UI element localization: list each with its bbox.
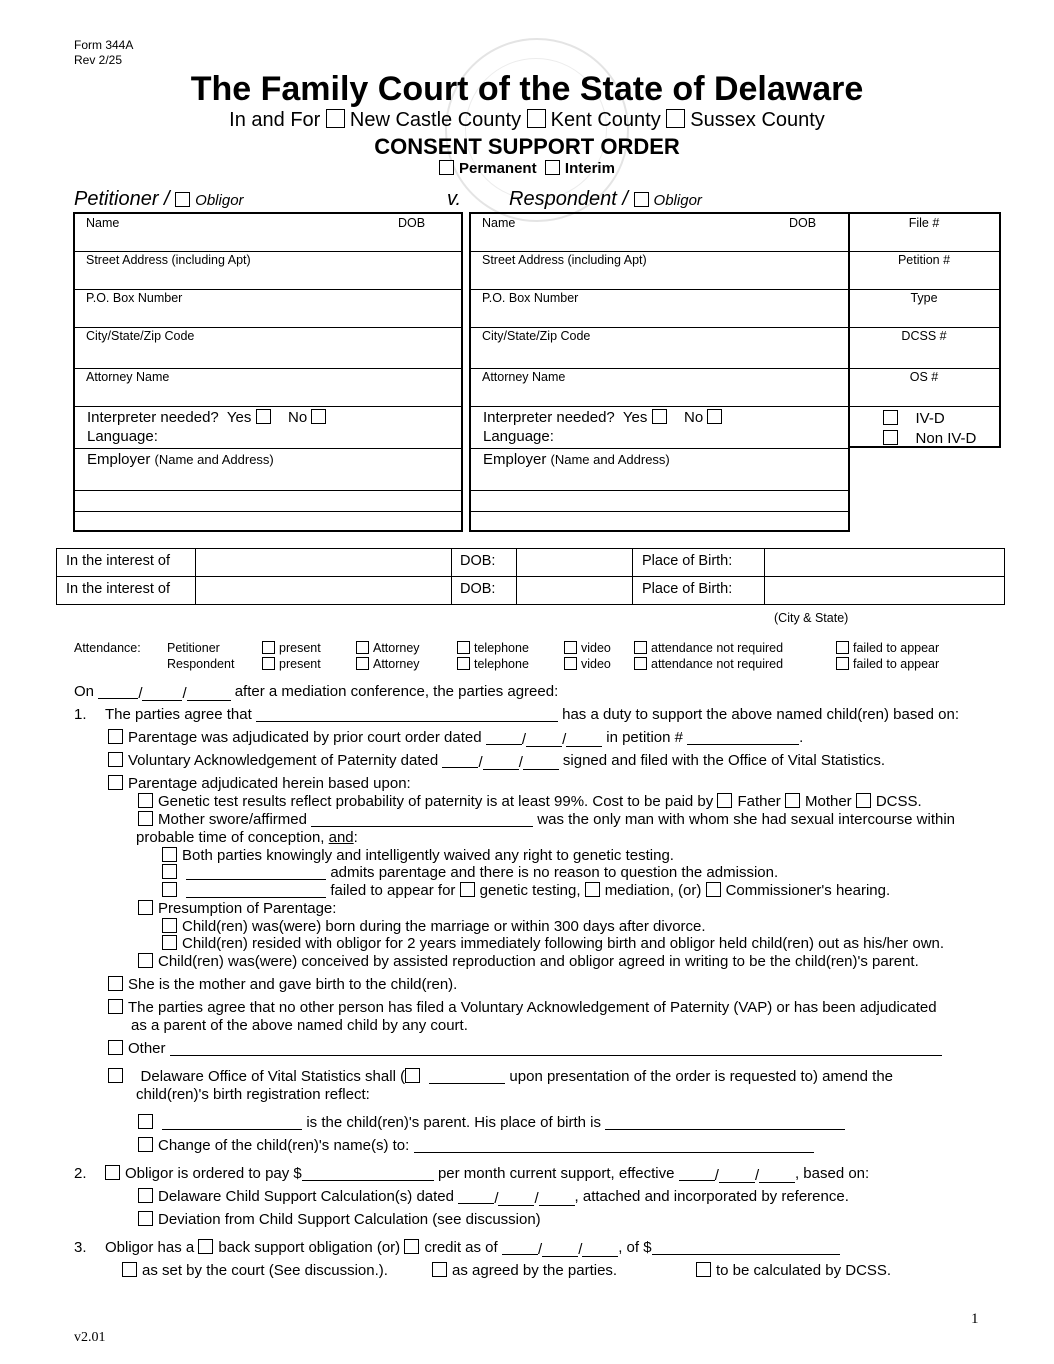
back-support-checkbox[interactable] [198,1239,213,1254]
option-admits-parentage [162,864,778,882]
language-label: Language: [87,428,158,445]
option-prior-order [108,729,803,747]
admits-parentage-checkbox[interactable] [162,864,177,879]
attendance-checkbox[interactable] [836,657,849,670]
file-number-field[interactable] [849,214,999,252]
option-mother-swore [138,811,955,829]
attendance-option-label: video [581,657,611,671]
petitioner-name-field[interactable] [75,214,461,252]
text: and [328,829,354,846]
petitioner-street-field[interactable] [75,251,461,290]
attendance-option [356,657,420,671]
set-by-court-checkbox[interactable] [122,1262,137,1277]
text: upon presentation of the order is requested to) amend the [509,1068,894,1085]
option-calculation [138,1188,849,1206]
text: was the only man with whom she had sexual intercourse within [537,811,956,828]
born-marriage-checkbox[interactable] [162,918,177,933]
attendance-option-label: telephone [474,641,529,655]
attendance-checkbox[interactable] [634,657,647,670]
text: Delaware Child Support Calculation(s) dated [158,1188,454,1205]
obligor-name-field[interactable] [256,707,558,722]
attendance-checkbox[interactable] [457,641,470,654]
text: Mother swore/affirmed [158,811,307,828]
on-label: On [74,683,95,700]
text: , attached and incorporated by reference. [574,1188,849,1205]
text: Delaware Office of Vital Statistics shall ( [140,1068,406,1085]
text: as agreed by the parties. [452,1262,618,1279]
agreed-checkbox[interactable] [432,1262,447,1277]
section-2-line [105,1165,869,1183]
respondent-label: Respondent / [509,188,628,210]
page-title: The Family Court of the State of Delaware [190,70,864,108]
attendance-checkbox[interactable] [564,657,577,670]
respondent-employer-field[interactable] [471,448,848,491]
file-info-box [848,212,1001,448]
interpreter-no-checkbox[interactable] [311,409,326,424]
no-other-vap-cont: as a parent of the above named child by any court. [131,1017,468,1034]
set-by-court-option [122,1262,388,1280]
attendance-option [836,657,939,671]
respondent-info-box [469,212,850,532]
ivd-checkbox[interactable] [883,410,898,425]
dcss-label: DCSS # [901,329,947,343]
type-label: Type [910,291,938,305]
version-label: v2.01 [74,1330,106,1345]
attendance-option-label: attendance not required [651,641,784,655]
calculation-checkbox[interactable] [138,1188,153,1203]
interpreter-no-checkbox[interactable] [707,409,722,424]
section-3-number: 3. [74,1239,87,1256]
employer-note: (Name and Address) [550,452,670,467]
attendance-option [634,641,783,655]
interest-label: In the interest of [66,553,170,569]
waived-testing-checkbox[interactable] [162,847,177,862]
dob-label: DOB [398,216,426,230]
os-number-field[interactable] [849,368,999,407]
text: Genetic test results reflect probability of paternity is at least 99%. Cost to be paid by [158,793,714,810]
dcss-calc-option [696,1262,891,1280]
attendance-role-petitioner: Petitioner [167,641,220,655]
vap-checkbox[interactable] [108,752,123,767]
kent-label: Kent County [550,109,661,131]
versus-label: v. [447,188,462,210]
calculation-date-field[interactable] [458,1188,574,1206]
attendance-option [262,657,321,671]
respondent-po-field[interactable] [471,289,848,328]
text: Presumption of Parentage: [158,900,337,917]
text: Obligor has a [105,1239,195,1256]
order-title: CONSENT SUPPORT ORDER [374,134,680,159]
new-name-field[interactable] [414,1138,814,1153]
permanent-checkbox[interactable] [439,160,454,175]
presumption-checkbox[interactable] [138,900,153,915]
type-field[interactable] [849,289,999,328]
text: Voluntary Acknowledgement of Paternity dated [128,752,439,769]
child-row [57,549,1004,577]
text: Obligor is ordered to pay $ [125,1165,302,1182]
text: as set by the court (See discussion.). [142,1262,388,1279]
text: failed to appear for [330,882,456,899]
parent-checkbox[interactable] [138,1114,153,1129]
page-number: 1 [971,1311,979,1327]
attendance-option [836,641,939,655]
attendance-label: Attendance: [74,641,141,655]
mediation-line [74,683,558,701]
street-label: Street Address (including Apt) [482,253,647,267]
obligor-label: Obligor [653,192,702,209]
deviation-checkbox[interactable] [138,1211,153,1226]
resided-checkbox[interactable] [162,935,177,950]
mediation-text: after a mediation conference, the parties agreed: [234,683,559,700]
option-parent [138,1114,845,1132]
attendance-role-respondent: Respondent [167,657,235,671]
name-change-checkbox[interactable] [138,1137,153,1152]
genetic-testing-checkbox[interactable] [460,882,475,897]
order-type [0,160,1054,177]
name-label: Name [86,216,120,230]
attorney-label: Attorney Name [86,370,170,384]
attendance-option-label: telephone [474,657,529,671]
option-name-change [138,1137,814,1155]
text: Parentage adjudicated herein based upon: [128,775,411,792]
pob-label: Place of Birth: [642,553,733,569]
respondent-employer-line[interactable] [471,490,848,512]
text: : [353,829,358,846]
section-1-number: 1. [74,706,87,723]
petitioner-interpreter-field [75,406,461,449]
kent-checkbox[interactable] [527,109,546,128]
petitioner-obligor-checkbox[interactable] [175,192,190,207]
attendance-option-label: present [279,657,321,671]
support-amount-field[interactable] [302,1166,434,1181]
as-of-date-field[interactable] [502,1239,618,1257]
prior-order-date-field[interactable] [486,729,602,747]
text: DCSS. [875,793,922,810]
option-resided [162,935,944,953]
adjudicated-herein-checkbox[interactable] [108,775,123,790]
city-label: City/State/Zip Code [482,329,591,343]
option-genetic-test [138,793,922,811]
mediation-checkbox[interactable] [585,882,600,897]
interpreter-label: Interpreter needed? [483,409,615,426]
attendance-option [634,657,783,671]
attendance-checkbox[interactable] [356,657,369,670]
petitioner-info-box [73,212,463,532]
employer-label: Employer [87,451,151,468]
mediation-date-field[interactable] [98,683,230,701]
option-deviation [138,1211,541,1229]
credit-checkbox[interactable] [404,1239,419,1254]
respondent-name-field[interactable] [471,214,848,252]
language-label: Language: [483,428,554,445]
respondent-street-field[interactable] [471,251,848,290]
option-assisted-reproduction [138,953,919,971]
option-adjudicated-herein [108,775,411,793]
os-label: OS # [909,370,939,384]
non-ivd-checkbox[interactable] [883,430,898,445]
text: Commissioner's hearing. [725,882,891,899]
option-vap [108,752,885,770]
petitioner-label: Petitioner / [74,188,170,210]
conception-line [136,829,358,847]
county-selector [0,109,1054,132]
option-no-other-vap [108,999,937,1017]
attendance-option [356,641,420,655]
street-label: Street Address (including Apt) [86,253,251,267]
interim-checkbox[interactable] [545,160,560,175]
vital-statistics-checkbox[interactable] [108,1068,123,1083]
petitioner-heading [74,188,244,211]
pob-label: Place of Birth: [642,581,733,597]
child-dob-label: DOB: [460,553,496,569]
children-table [56,548,1005,605]
text: The parties agree that no other person has filed a Voluntary Acknowledgement of Paternity (VAP) or has been adjudicated [128,999,937,1016]
no-other-vap-checkbox[interactable] [108,999,123,1014]
text: credit as of [424,1239,498,1256]
dcss-calc-checkbox[interactable] [696,1262,711,1277]
commissioner-hearing-checkbox[interactable] [706,882,721,897]
attendance-option-label: failed to appear [853,657,940,671]
ordered-to-pay-checkbox[interactable] [105,1165,120,1180]
dcss-number-field[interactable] [849,327,999,369]
interpreter-yes-checkbox[interactable] [256,409,271,424]
attendance-option-label: Attorney [373,657,420,671]
text: She is the mother and gave birth to the child(ren). [128,976,458,993]
city-label: City/State/Zip Code [86,329,195,343]
option-failed-to-appear [162,882,890,900]
dob-label: DOB [789,216,817,230]
text: Both parties knowingly and intelligently waived any right to genetic testing. [182,847,674,864]
form-revision: Rev 2/25 [74,53,123,67]
attendance-checkbox[interactable] [262,641,275,654]
text: probable time of conception, [136,829,325,846]
attendance-option [564,641,611,655]
failed-to-appear-checkbox[interactable] [162,882,177,897]
in-and-for-label: In and For [229,109,321,131]
yes-label: Yes [622,409,648,426]
section-1-line [105,706,959,724]
text: per month current support, effective [437,1165,675,1182]
text: admits parentage and there is no reason to question the admission. [330,864,779,881]
form-number: Form 344A [74,38,134,52]
prior-order-checkbox[interactable] [108,729,123,744]
effective-date-field[interactable] [679,1165,795,1183]
child-dob-label: DOB: [460,581,496,597]
obligor-label: Obligor [195,192,244,209]
respondent-city-field[interactable] [471,327,848,369]
text: Mother [804,793,852,810]
employer-note: (Name and Address) [154,452,274,467]
vital-statistics-cont: child(ren)'s birth registration reflect: [136,1086,370,1103]
agreed-option [432,1262,617,1280]
attorney-label: Attorney Name [482,370,566,384]
vap-date-field[interactable] [442,752,558,770]
attendance-checkbox[interactable] [262,657,275,670]
text: has a duty to support the above named child(ren) based on: [562,706,960,723]
permanent-label: Permanent [459,160,537,177]
petition-number-field[interactable] [849,251,999,290]
text: mediation, (or) [604,882,702,899]
option-waived-testing [162,847,674,865]
section-3-line [105,1239,840,1257]
option-mother-birth [108,976,457,994]
attendance-checkbox[interactable] [457,657,470,670]
ivd-options [883,409,976,449]
petition-number-input[interactable] [687,730,799,745]
text: . [799,729,804,746]
text: Child(ren) was(were) conceived by assisted reproduction and obligor agreed in writing to be the child(ren)'s parent. [158,953,919,970]
attendance-option-label: Attorney [373,641,420,655]
mother-checkbox[interactable] [785,793,800,808]
text: Deviation from Child Support Calculation (see discussion) [158,1211,541,1228]
text: The parties agree that [105,706,252,723]
yes-label: Yes [226,409,252,426]
text: Child(ren) was(were) born during the marriage or within 300 days after divorce. [182,918,706,935]
text: is the child(ren)'s parent. His place of birth is [306,1114,601,1131]
section-2-number: 2. [74,1165,87,1182]
new-castle-label: New Castle County [349,109,522,131]
parent-name-field[interactable] [162,1115,302,1130]
interpreter-label: Interpreter needed? [87,409,219,426]
named-man-field[interactable] [311,812,533,827]
assisted-reproduction-checkbox[interactable] [138,953,153,968]
attendance-option-label: present [279,641,321,655]
text: back support obligation (or) [218,1239,401,1256]
text: Parentage was adjudicated by prior court order dated [128,729,482,746]
attendance-checkbox[interactable] [634,641,647,654]
po-label: P.O. Box Number [86,291,183,305]
city-state-note: (City & State) [774,611,849,625]
attendance-option [457,641,529,655]
respondent-interpreter-field [471,406,848,449]
requester-field[interactable] [429,1069,505,1084]
admits-name-field[interactable] [186,865,326,880]
back-support-amount-field[interactable] [652,1240,840,1255]
attendance-option [564,657,611,671]
father-checkbox[interactable] [717,793,732,808]
genetic-test-checkbox[interactable] [138,793,153,808]
text: Other [128,1040,166,1057]
text: , of $ [618,1239,652,1256]
attendance-option-label: video [581,641,611,655]
ivd-label: IV-D [915,410,945,427]
sussex-label: Sussex County [690,109,825,131]
petitioner-city-field[interactable] [75,327,461,369]
text: to be calculated by DCSS. [716,1262,892,1279]
interim-label: Interim [564,160,615,177]
sussex-checkbox[interactable] [666,109,685,128]
interpreter-yes-checkbox[interactable] [652,409,667,424]
text: genetic testing, [479,882,581,899]
non-ivd-label: Non IV-D [915,430,977,447]
text: in petition # [606,729,683,746]
dcss-checkbox[interactable] [856,793,871,808]
option-presumption [138,900,336,918]
attendance-option [457,657,529,671]
text: Father [737,793,781,810]
attendance-checkbox[interactable] [564,641,577,654]
attendance-option-label: failed to appear [853,641,940,655]
new-castle-checkbox[interactable] [326,109,345,128]
respondent-attorney-field[interactable] [471,368,848,407]
attendance-checkbox[interactable] [356,641,369,654]
attendance-option-label: attendance not required [651,657,784,671]
text: Child(ren) resided with obligor for 2 years immediately following birth and obligor held child(ren) out as his/her own. [182,935,945,952]
text: signed and filed with the Office of Vital Statistics. [562,752,886,769]
other-field[interactable] [170,1041,942,1056]
po-label: P.O. Box Number [482,291,579,305]
petitioner-attorney-field[interactable] [75,368,461,407]
requester-checkbox[interactable] [405,1068,420,1083]
name-label: Name [482,216,516,230]
option-other [108,1040,942,1058]
place-of-birth-field[interactable] [605,1115,845,1130]
attendance-checkbox[interactable] [836,641,849,654]
no-label: No [684,409,704,426]
failed-name-field[interactable] [186,883,326,898]
text: , based on: [794,1165,870,1182]
option-vital-statistics [108,1068,893,1086]
other-checkbox[interactable] [108,1040,123,1055]
petitioner-employer-line[interactable] [75,490,461,512]
interest-label: In the interest of [66,581,170,597]
respondent-obligor-checkbox[interactable] [634,192,649,207]
mother-birth-checkbox[interactable] [108,976,123,991]
file-label: File # [908,216,940,230]
no-label: No [288,409,308,426]
text: Change of the child(ren)'s name(s) to: [158,1137,410,1154]
petitioner-po-field[interactable] [75,289,461,328]
employer-label: Employer [483,451,547,468]
petitioner-employer-field[interactable] [75,448,461,491]
respondent-heading [509,188,702,211]
attendance-option [262,641,321,655]
mother-swore-checkbox[interactable] [138,811,153,826]
petition-label: Petition # [897,253,951,267]
option-born-marriage [162,918,706,936]
